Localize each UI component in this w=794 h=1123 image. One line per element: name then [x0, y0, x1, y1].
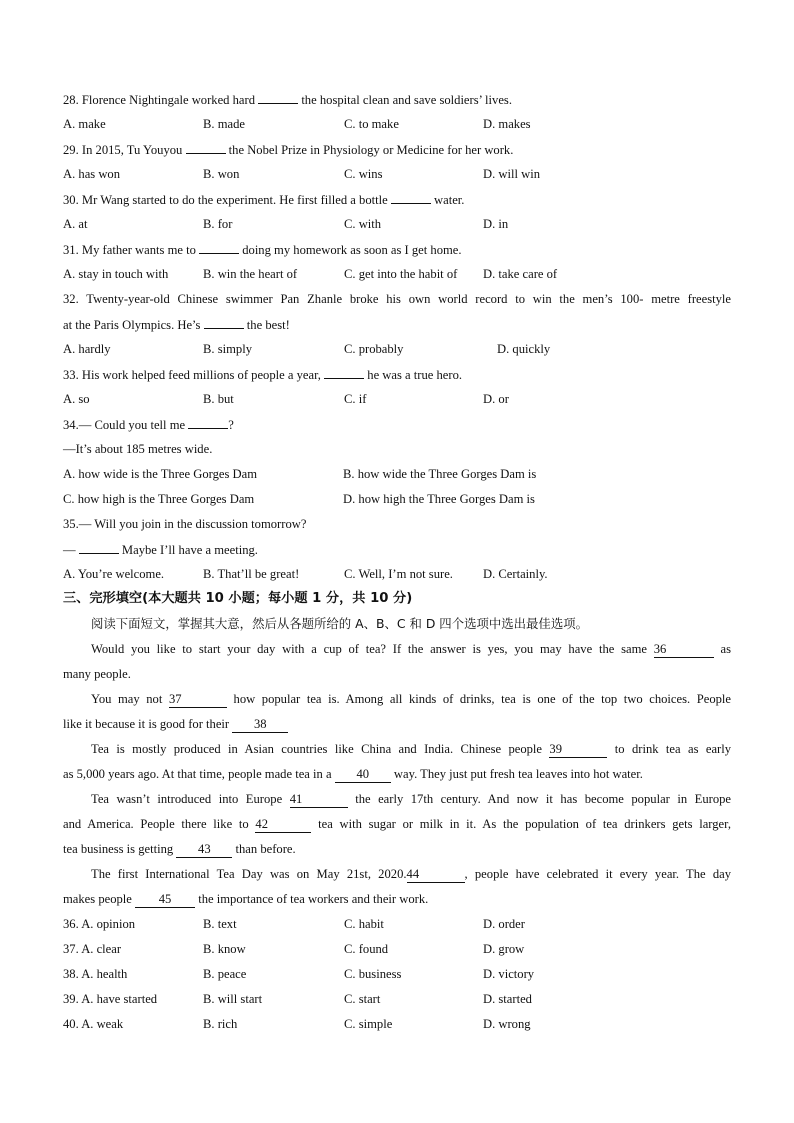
question-29-stem: 29. In 2015, Tu Youyou the Nobel Prize in Physiology or Medicine for her work.: [63, 139, 731, 159]
question-35-options: [63, 564, 731, 584]
answer-blank[interactable]: [391, 189, 431, 204]
option-d[interactable]: D. take care of: [483, 267, 558, 281]
question-31-stem: 31. My father wants me to doing my homework as soon as I get home.: [63, 239, 731, 259]
option-b[interactable]: B. but: [203, 392, 234, 406]
option-d[interactable]: D. quickly: [497, 342, 551, 356]
option-a[interactable]: 36. A. opinion: [63, 917, 136, 931]
option-c[interactable]: C. start: [344, 992, 381, 1006]
option-d[interactable]: D. Certainly.: [483, 567, 548, 581]
question-32-options: [63, 339, 731, 359]
option-d[interactable]: D. grow: [483, 942, 525, 956]
blank-37[interactable]: 37: [169, 691, 227, 708]
question-28-stem: 28. Florence Nightingale worked hard the hospital clean and save soldiers’ lives.: [63, 89, 731, 109]
option-a[interactable]: A. so: [63, 392, 90, 406]
option-d[interactable]: D. how high the Three Gorges Dam is: [343, 492, 535, 506]
question-34-options-row2: [63, 489, 731, 509]
option-a[interactable]: A. make: [63, 117, 106, 131]
option-b[interactable]: B. will start: [203, 992, 263, 1006]
option-c[interactable]: C. to make: [344, 117, 399, 131]
option-b[interactable]: B. for: [203, 217, 233, 231]
blank-43[interactable]: 43: [176, 841, 232, 858]
option-b[interactable]: B. peace: [203, 967, 247, 981]
question-39-options: [63, 989, 731, 1009]
answer-blank[interactable]: [199, 239, 239, 254]
answer-blank[interactable]: [188, 414, 228, 429]
option-c[interactable]: C. business: [344, 967, 402, 981]
answer-blank[interactable]: [324, 364, 364, 379]
option-b[interactable]: B. text: [203, 917, 237, 931]
question-36-options: [63, 914, 731, 934]
answer-blank[interactable]: [186, 139, 226, 154]
question-30-options: [63, 214, 731, 234]
option-a[interactable]: A. hardly: [63, 342, 111, 356]
option-a[interactable]: 40. A. weak: [63, 1017, 124, 1031]
option-b[interactable]: B. simply: [203, 342, 252, 356]
passage-line: like it because it is good for their 38: [63, 714, 731, 734]
option-c[interactable]: C. if: [344, 392, 367, 406]
passage-line: many people.: [63, 667, 131, 681]
passage-line: and America. People there like to 42 tea with sugar or milk in it. As the population of tea drinkers gets larger,: [63, 817, 731, 831]
option-a[interactable]: A. how wide is the Three Gorges Dam: [63, 467, 257, 481]
option-c[interactable]: C. Well, I’m not sure.: [344, 567, 453, 581]
question-31-options: [63, 264, 731, 284]
option-d[interactable]: D. started: [483, 992, 532, 1006]
question-34-options-row1: [63, 464, 731, 484]
question-28-options: [63, 114, 731, 134]
option-d[interactable]: D. victory: [483, 967, 535, 981]
option-d[interactable]: D. in: [483, 217, 509, 231]
question-35-stem: 35.— Will you join in the discussion tomorrow?: [63, 517, 307, 531]
option-a[interactable]: A. has won: [63, 167, 121, 181]
question-29-options: [63, 164, 731, 184]
question-34-reply: —It’s about 185 metres wide.: [63, 442, 213, 456]
question-37-options: [63, 939, 731, 959]
option-d[interactable]: D. or: [483, 392, 509, 406]
question-33-options: [63, 389, 731, 409]
option-b[interactable]: B. rich: [203, 1017, 238, 1031]
question-34-stem: 34.— Could you tell me ?: [63, 414, 731, 434]
option-a[interactable]: 39. A. have started: [63, 992, 158, 1006]
passage-line: makes people 45 the importance of tea workers and their work.: [63, 892, 429, 906]
option-d[interactable]: D. wrong: [483, 1017, 531, 1031]
answer-blank[interactable]: [204, 314, 244, 329]
passage-line: The first International Tea Day was on May 21st, 2020.44 , people have celebrated it every year. The day: [91, 867, 732, 881]
option-d[interactable]: D. will win: [483, 167, 541, 181]
option-b[interactable]: B. know: [203, 942, 246, 956]
blank-39[interactable]: 39: [549, 741, 607, 758]
option-d[interactable]: D. makes: [483, 117, 531, 131]
option-b[interactable]: B. win the heart of: [203, 267, 298, 281]
option-b[interactable]: B. That’ll be great!: [203, 567, 300, 581]
blank-36[interactable]: 36: [654, 641, 714, 658]
option-c[interactable]: C. with: [344, 217, 382, 231]
option-a[interactable]: A. You’re welcome.: [63, 567, 165, 581]
option-b[interactable]: B. won: [203, 167, 240, 181]
option-c[interactable]: C. how high is the Three Gorges Dam: [63, 492, 255, 506]
blank-44[interactable]: 44: [407, 866, 465, 883]
option-c[interactable]: C. probably: [344, 342, 404, 356]
section-title: 三、完形填空(本大题共 10 小题；每小题 1 分，共 10 分): [63, 591, 413, 606]
passage-line: Tea wasn’t introduced into Europe 41 the early 17th century. And now it has become popular in Europe: [91, 792, 732, 806]
section-instruction: 阅读下面短文，掌握其大意，然后从各题所给的 A、B、C 和 D 四个选项中选出最佳选项。: [91, 616, 588, 631]
option-b[interactable]: B. made: [203, 117, 245, 131]
passage-line: as 5,000 years ago. At that time, people made tea in a 40 way. They just put fresh tea leaves into hot water.: [63, 767, 643, 781]
passage-line: You may not 37 how popular tea is. Among all kinds of drinks, tea is one of the top two choices. People: [91, 692, 732, 706]
question-35-reply: — Maybe I’ll have a meeting.: [63, 539, 731, 559]
blank-42[interactable]: 42: [255, 816, 311, 833]
question-32-stem-cont: at the Paris Olympics. He’s the best!: [63, 314, 731, 334]
question-30-stem: 30. Mr Wang started to do the experiment. He first filled a bottle water.: [63, 189, 731, 209]
answer-blank[interactable]: [258, 89, 298, 104]
passage-line: tea business is getting 43 than before.: [63, 842, 296, 856]
option-c[interactable]: C. habit: [344, 917, 384, 931]
option-a[interactable]: A. at: [63, 217, 88, 231]
question-38-options: [63, 964, 731, 984]
question-40-options: [63, 1014, 731, 1034]
option-a[interactable]: 37. A. clear: [63, 942, 122, 956]
passage-line: Would you like to start your day with a cup of tea? If the answer is yes, you may have the same 36 as: [91, 642, 731, 656]
option-c[interactable]: C. simple: [344, 1017, 393, 1031]
option-d[interactable]: D. order: [483, 917, 525, 931]
option-c[interactable]: C. found: [344, 942, 389, 956]
question-33-stem: 33. His work helped feed millions of people a year, he was a true hero.: [63, 364, 731, 384]
blank-45[interactable]: 45: [135, 891, 195, 908]
option-b[interactable]: B. how wide the Three Gorges Dam is: [343, 467, 537, 481]
option-c[interactable]: C. get into the habit of: [344, 267, 458, 281]
question-32-stem: 32. Twenty-year-old Chinese swimmer Pan Zhanle broke his own world record to win the men’s 100- metre freestyle: [63, 292, 731, 306]
option-a[interactable]: 38. A. health: [63, 967, 128, 981]
blank-38[interactable]: 38: [232, 716, 288, 733]
blank-41[interactable]: 41: [290, 791, 348, 808]
blank-40[interactable]: 40: [335, 766, 391, 783]
option-c[interactable]: C. wins: [344, 167, 383, 181]
passage-line: Tea is mostly produced in Asian countries like China and India. Chinese people 39 to drink tea as early: [91, 742, 732, 756]
option-a[interactable]: A. stay in touch with: [63, 267, 169, 281]
answer-blank[interactable]: [79, 539, 119, 554]
